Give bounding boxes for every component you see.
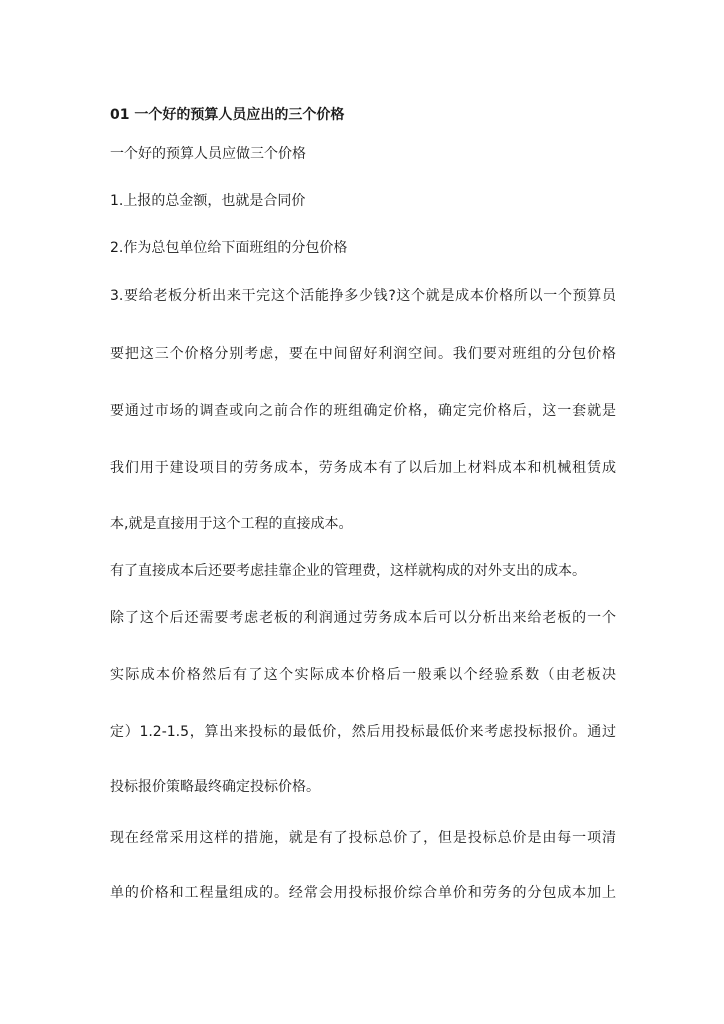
paragraph-1-line-2: 要把这三个价格分别考虑，要在中间留好利润空间。我们要对班组的分包价格	[110, 346, 616, 362]
paragraph-1-line-5: 本,就是直接用于这个工程的直接成本。	[110, 516, 353, 532]
paragraph-4-line-1: 现在经常采用这样的措施，就是有了投标总价了，但是投标总价是由每一项清	[110, 830, 616, 846]
paragraph-3-line-1: 除了这个后还需要考虑老板的利润通过劳务成本后可以分析出来给老板的一个	[110, 610, 616, 626]
paragraph-3-line-4: 投标报价策略最终确定投标价格。	[110, 779, 320, 795]
list-item-2: 2.作为总包单位给下面班组的分包价格	[110, 240, 348, 256]
paragraph-1-line-3: 要通过市场的调查或向之前合作的班组确定价格，确定完价格后，这一套就是	[110, 403, 616, 419]
section-heading: 01 一个好的预算人员应出的三个价格	[110, 107, 345, 123]
paragraph-4-line-2: 单的价格和工程量组成的。经常会用投标报价综合单价和劳务的分包成本加上	[110, 885, 616, 901]
intro-line: 一个好的预算人员应做三个价格	[110, 146, 306, 162]
paragraph-1-line-4: 我们用于建设项目的劳务成本，劳务成本有了以后加上材料成本和机械租赁成	[110, 460, 616, 476]
list-item-1: 1.上报的总金额，也就是合同价	[110, 193, 306, 209]
paragraph-3-line-2: 实际成本价格然后有了这个实际成本价格后一般乘以个经验系数（由老板决	[110, 667, 616, 683]
paragraph-1-line-1: 3.要给老板分析出来干完这个活能挣多少钱?这个就是成本价格所以一个预算员	[110, 288, 616, 304]
paragraph-3-line-3: 定）1.2-1.5，算出来投标的最低价，然后用投标最低价来考虑投标报价。通过	[110, 724, 616, 740]
paragraph-2-line-1: 有了直接成本后还要考虑挂靠企业的管理费，这样就构成的对外支出的成本。	[110, 563, 586, 579]
